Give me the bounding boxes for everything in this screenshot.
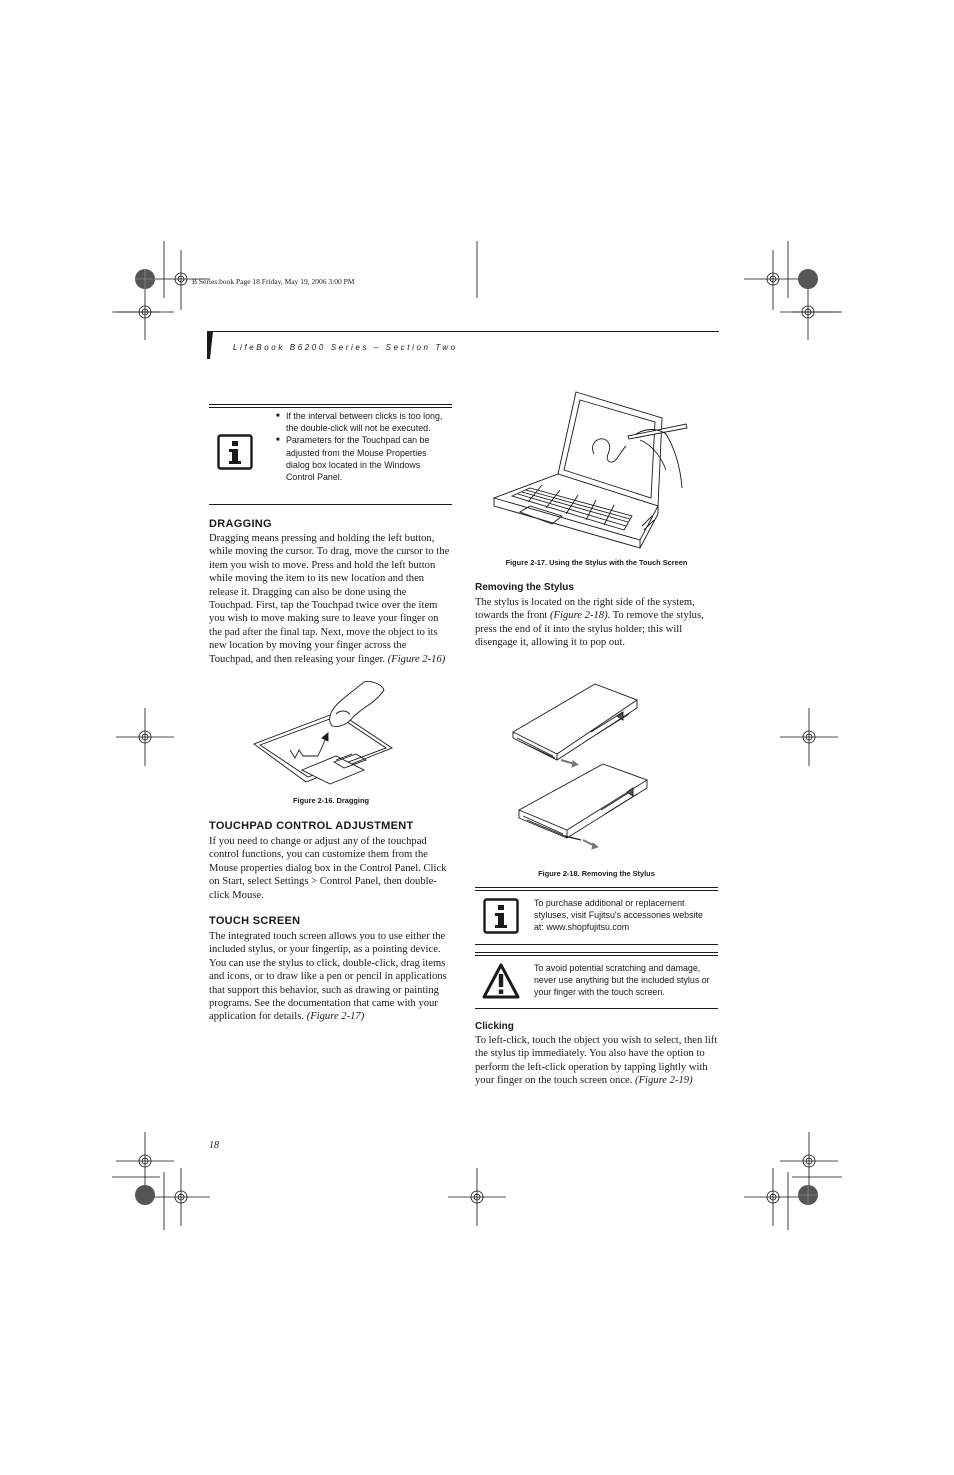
running-head: LifeBook B6200 Series – Section Two <box>233 343 458 352</box>
warning-rule-top-thin <box>475 955 718 956</box>
note-bullet: ■ Parameters for the Touchpad can be adjusted from the Mouse Properties dialog box located in the Windows Control Panel. <box>276 434 444 483</box>
note2-rule-top <box>475 887 718 888</box>
removing-stylus-text-2: . To remove the stylus, press the end of it into the stylus holder; this will disengage it, allowing it to pop out. <box>475 610 704 649</box>
figure-2-18-caption: Figure 2-18. Removing the Stylus <box>538 869 655 878</box>
note2-rule-bottom <box>475 944 718 945</box>
page-number: 18 <box>209 1140 219 1151</box>
info-icon <box>217 434 253 470</box>
touch-screen-body-text: The integrated touch screen allows you to use either the included stylus, or your fingertip, as a pointing device. You can use the stylus to click, double-click, drag items and icons, or to draw like a pen or pencil in applications that support this behavior, such as drawing or painting programs. See the documentation that came with your application for details. <box>209 931 447 1023</box>
dragging-body-text: Dragging means pressing and holding the left button, while moving the cursor. To drag, move the cursor to the item you wish to move. Press and hold the left button while moving the item to its new location and then release it. Dragging can also be done using the Touchpad. First, tap the Touchpad twice over the item you wish to move making sure to leave your finger on the pad after the final tap. Next, move the object to its new location by moving your finger across the Touchpad, and then releasing your finger. <box>209 533 450 665</box>
figure-2-17-caption: Figure 2-17. Using the Stylus with the Touch Screen <box>505 558 688 567</box>
removing-stylus-text-1: The stylus is located on the right side of the system, towards the front <box>475 597 695 622</box>
warning-rule-top <box>475 952 718 953</box>
figure-2-18-removing-stylus <box>505 680 655 858</box>
header-tab-mark <box>207 331 217 361</box>
figure-2-16-ref: (Figure 2-16) <box>387 653 446 665</box>
note2-rule-top-thin <box>475 890 718 891</box>
dragging-body <box>209 532 453 666</box>
touchpad-control-heading: TOUCHPAD CONTROL ADJUSTMENT <box>209 820 414 832</box>
figure-2-16-caption: Figure 2-16. Dragging <box>293 796 369 805</box>
dragging-heading: DRAGGING <box>209 518 272 530</box>
figure-2-17-stylus-touch-screen <box>490 388 690 552</box>
clicking-heading: Clicking <box>475 1021 514 1032</box>
note-rule-top <box>209 404 452 405</box>
removing-stylus-body <box>475 596 719 650</box>
warning-icon <box>481 962 521 1000</box>
note-rule-bottom <box>209 504 452 505</box>
header-rule <box>210 331 719 332</box>
print-slug: B Series.book Page 18 Friday, May 19, 2006 3:00 PM <box>192 277 355 286</box>
note-bullet: ■ If the interval between clicks is too long, the double-click will not be executed. <box>276 410 444 434</box>
figure-2-17-ref: (Figure 2-17) <box>306 1011 365 1023</box>
clicking-body-text: To left-click, touch the object you wish to select, then lift the stylus tip immediately. You also have the option to perform the left-click operation by tapping lightly with your finger on the touch screen once. <box>475 1035 718 1087</box>
info-note-text <box>276 410 444 483</box>
note-rule-top-thin <box>209 407 452 408</box>
figure-2-18-ref: (Figure 2-18) <box>550 610 608 622</box>
warning-note-text: To avoid potential scratching and damage, never use anything but the included stylus or your finger with the touch screen. <box>534 963 710 998</box>
info-note-2-text: To purchase additional or replacement styluses, visit Fujitsu's accessories website at: www.shopfujitsu.com <box>534 898 703 933</box>
warning-rule-bottom <box>475 1008 718 1009</box>
figure-2-19-ref: (Figure 2-19) <box>635 1075 693 1087</box>
info-icon <box>483 898 519 934</box>
clicking-body <box>475 1034 719 1088</box>
figure-2-16-dragging <box>252 678 394 788</box>
touch-screen-body <box>209 930 453 1024</box>
touch-screen-heading: TOUCH SCREEN <box>209 915 301 927</box>
removing-stylus-heading: Removing the Stylus <box>475 582 574 593</box>
touchpad-control-body: If you need to change or adjust any of the touchpad control functions, you can customize them from the Mouse properties dialog box in the Control Panel. Click on Start, select Settings > Control Panel, then double-click Mouse. <box>209 836 447 901</box>
